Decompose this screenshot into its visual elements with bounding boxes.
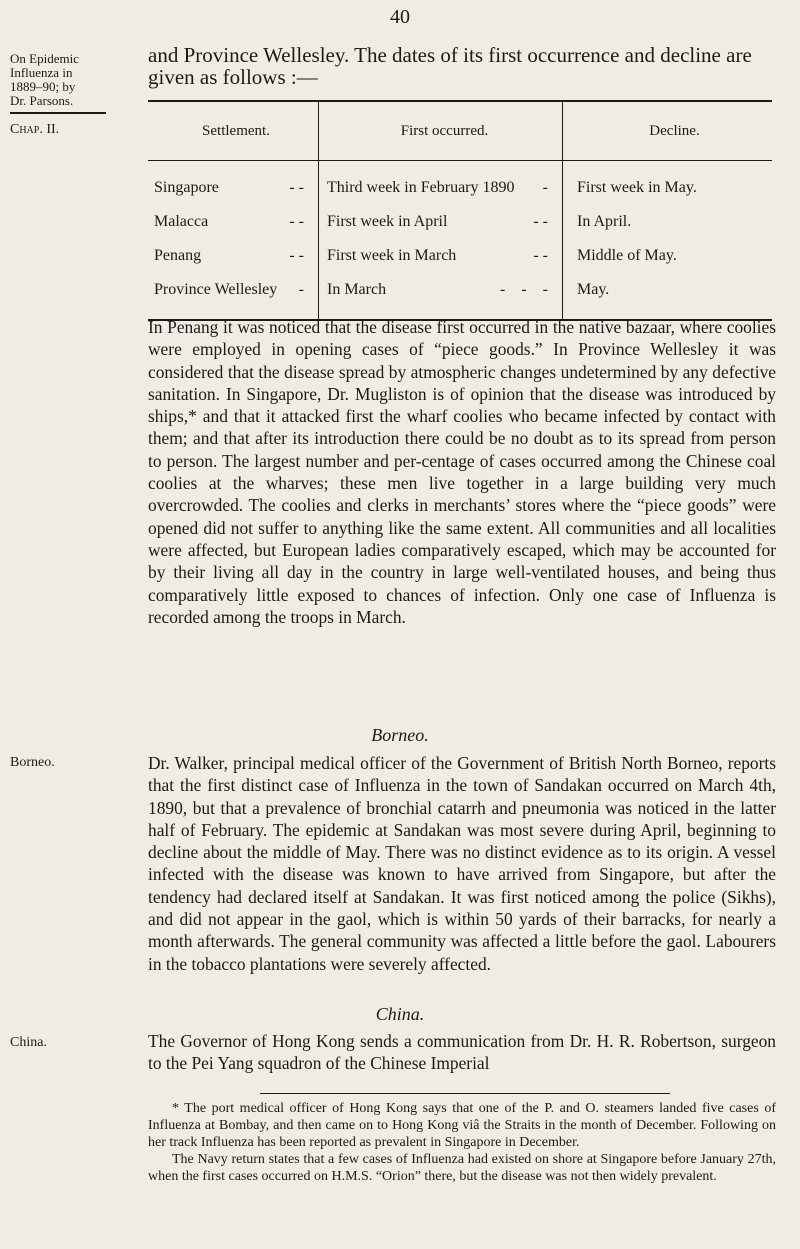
- footnote: [148, 1100, 776, 1185]
- table-cell: In March - - -: [327, 281, 548, 298]
- footnote-divider: [260, 1093, 670, 1094]
- table-cell: First week in May.: [577, 179, 697, 196]
- table-cell: First week in April - -: [327, 213, 548, 230]
- settlement-column: [148, 161, 318, 319]
- table-cell: Singapore - -: [154, 179, 304, 196]
- margin-note-china: China.: [10, 1035, 47, 1050]
- footnote-paragraph: The Navy return states that a few cases of Influenza had existed on shore at Singapore before January 27th, when the first cases occurred on H.M.S. “Orion” there, but the disease was not then widely prevalent.: [148, 1152, 776, 1184]
- table-cell: Malacca - -: [154, 213, 304, 230]
- paragraph-china: The Governor of Hong Kong sends a communication from Dr. H. R. Robertson, surgeon to the Pei Yang squadron of the Chinese Imperial: [148, 1031, 776, 1074]
- table-cell: First week in March - -: [327, 247, 548, 264]
- heading-borneo: Borneo.: [371, 725, 429, 745]
- margin-note-line: 1889–90; by: [10, 79, 76, 94]
- table-cell: Province Wellesley -: [154, 281, 304, 298]
- margin-note-source: [10, 52, 110, 108]
- page-number: 40: [390, 6, 410, 28]
- table-cell: Middle of May.: [577, 247, 677, 264]
- table-header-row: [148, 102, 772, 161]
- table-cell: May.: [577, 281, 610, 298]
- margin-chapter: Chap. II.: [10, 112, 106, 138]
- first-occurred-column: [318, 161, 562, 319]
- margin-note-borneo: Borneo.: [10, 755, 55, 770]
- table-body: [148, 161, 772, 319]
- table-cell: In April.: [577, 213, 632, 230]
- margin-note-line: On Epidemic: [10, 51, 79, 66]
- margin-note-line: Influenza in: [10, 65, 73, 80]
- heading-china: China.: [375, 1004, 425, 1024]
- footnote-paragraph: * The port medical officer of Hong Kong says that one of the P. and O. steamers landed five cases of Influenza at Bombay, and then came on to Hong Kong viâ the Straits in the month of December. Following on her track Influenza has been reported as prevalent in Singapore in December.: [148, 1101, 776, 1150]
- header-first-occurred: First occurred.: [318, 102, 562, 160]
- header-decline: Decline.: [562, 102, 772, 160]
- margin-note-line: Dr. Parsons.: [10, 93, 74, 108]
- table-cell: Penang - -: [154, 247, 304, 264]
- table-cell: Third week in February 1890 -: [327, 179, 548, 196]
- header-settlement: Settlement.: [202, 123, 270, 139]
- decline-column: [562, 161, 772, 319]
- dates-table: [148, 100, 772, 321]
- paragraph-penang: In Penang it was noticed that the disease first occurred in the native bazaar, where coolies were employed in opening cases of “piece goods.” In Province Wellesley it was considered that the disease spread by atmospheric changes undetermined by any defective sanitation. In Singapore, Dr. Mugliston is of opinion that the disease was introduced by ships,* and that it attacked first the wharf coolies who became infected by contact with them; and that after its introduction there could be no doubt as to its spread from person to person. The largest number and per-centage of cases occurred among the Chinese coal coolies at the wharves; these men live together in a large building very much overcrowded. The coolies and clerks in merchants’ stores where the “piece goods” were opened did not suffer to anything like the same extent. All communities and all localities were affected, but European ladies comparatively escaped, which may be accounted for by their living all day in the country in large well-ventilated houses, and being thus comparatively little exposed to chances of infection. Only one case of Influenza is recorded among the troops in March.: [148, 317, 776, 627]
- paragraph-borneo: Dr. Walker, principal medical officer of the Government of British North Borneo, reports that the first distinct case of Influenza in the town of Sandakan occurred on March 4th, 1890, but that a prevalence of bronchial catarrh and pneumonia was noticed in the latter half of February. The epidemic at Sandakan was most severe during April, beginning to decline about the middle of May. There was no distinct evidence as to its origin. A vessel infected with the disease was known to have arrived from Singapore, but after the tendency had declared itself at Sandakan. It was first noticed among the police (Sikhs), and did not appear in the gaol, which is within 50 yards of their barracks, for nearly a month afterwards. The general community was affected a little before the gaol. Labourers in the tobacco plantations were severely affected.: [148, 753, 776, 974]
- intro-text: and Province Wellesley. The dates of its first occurrence and decline are given as follows :—: [148, 43, 752, 89]
